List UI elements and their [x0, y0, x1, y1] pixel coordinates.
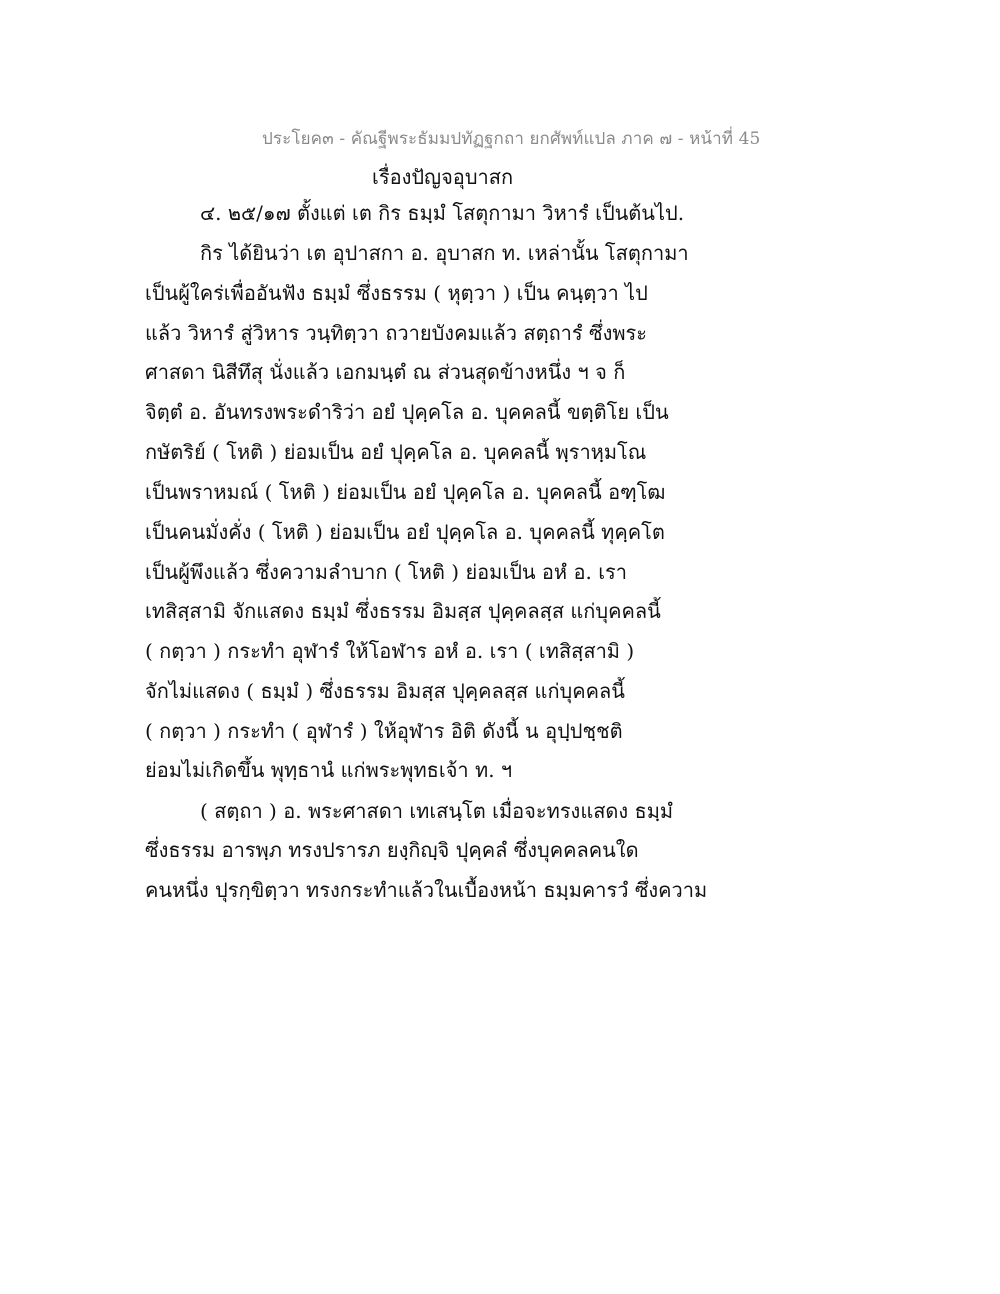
text-line: เป็นคนมั่งคั่ง ( โหติ ) ย่อมเป็น อยํ ปุคฺคโล อ. บุคคลนี้ ทุคฺคโต [145, 520, 665, 544]
text-line: จักไม่แสดง ( ธมฺมํ ) ซึ่งธรรม อิมสฺส ปุคฺคลสฺส แก่บุคคลนี้ [145, 679, 625, 703]
text-line: ( กตฺวา ) กระทำ ( อุฬารํ ) ให้อุฬาร อิติ ดังนี้ น อุปฺปชฺชติ [145, 719, 623, 743]
text-line: เป็นผู้พึงแล้ว ซึ่งความลำบาก ( โหติ ) ย่อมเป็น อหํ อ. เรา [145, 560, 628, 584]
text-line: กิร ได้ยินว่า เต อุปาสกา อ. อุบาสก ท. เหล่านั้น โสตุกามา [200, 241, 689, 265]
text-line: ศาสดา นิสีทึสุ นั่งแล้ว เอกมนฺตํ ณ ส่วนสุดข้างหนึ่ง ฯ จ ก็ [145, 360, 626, 384]
text-line: ( กตฺวา ) กระทำ อุฬารํ ให้โอฬาร อหํ อ. เรา ( เทสิสฺสามิ ) [145, 639, 635, 663]
text-line: จิตฺตํ อ. อันทรงพระดำริว่า อยํ ปุคฺคโล อ. บุคคลนี้ ขตฺติโย เป็น [145, 400, 669, 424]
text-line: ย่อมไม่เกิดขึ้น พุทฺธานํ แก่พระพุทธเจ้า ท. ฯ [145, 758, 513, 782]
story-title: เรื่องปัญจอุบาสก [372, 165, 514, 189]
text-line: เทสิสฺสามิ จักแสดง ธมฺมํ ซึ่งธรรม อิมสฺส ปุคฺคลสฺส แก่บุคคลนี้ [145, 599, 661, 623]
text-line: คนหนึ่ง ปุรกฺขิตฺวา ทรงกระทำแล้วในเบื้องหน้า ธมฺมคารวํ ซึ่งความ [145, 878, 708, 902]
page-header: ประโยค๓ - คัณฐีพระธัมมปทัฏฐกถา ยกศัพท์แปล ภาค ๗ - หน้าที่ 45 [262, 129, 761, 149]
text-line: เป็นพราหมณ์ ( โหติ ) ย่อมเป็น อยํ ปุคฺคโล อ. บุคคลนี้ อฑฺโฒ [145, 480, 666, 504]
text-line: ( สตฺถา ) อ. พระศาสดา เทเสนฺโต เมื่อจะทรงแสดง ธมฺมํ [200, 799, 674, 823]
text-line: เป็นผู้ใคร่เพื่ออันฟัง ธมฺมํ ซึ่งธรรม ( หุตฺวา ) เป็น คนฺตฺวา ไป [145, 281, 648, 305]
text-line: ๔. ๒๕/๑๗ ตั้งแต่ เต กิร ธมฺมํ โสตุกามา วิหารํ เป็นต้นไป. [200, 201, 685, 225]
text-line: แล้ว วิหารํ สู่วิหาร วนฺทิตฺวา ถวายบังคมแล้ว สตฺถารํ ซึ่งพระ [145, 321, 648, 345]
text-line: ซึ่งธรรม อารพฺภ ทรงปรารภ ยงฺกิญฺจิ ปุคฺคลํ ซึ่งบุคคลคนใด [145, 838, 639, 862]
text-line: กษัตริย์ ( โหติ ) ย่อมเป็น อยํ ปุคฺคโล อ. บุคคลนี้ พฺราหฺมโณ [145, 440, 647, 464]
